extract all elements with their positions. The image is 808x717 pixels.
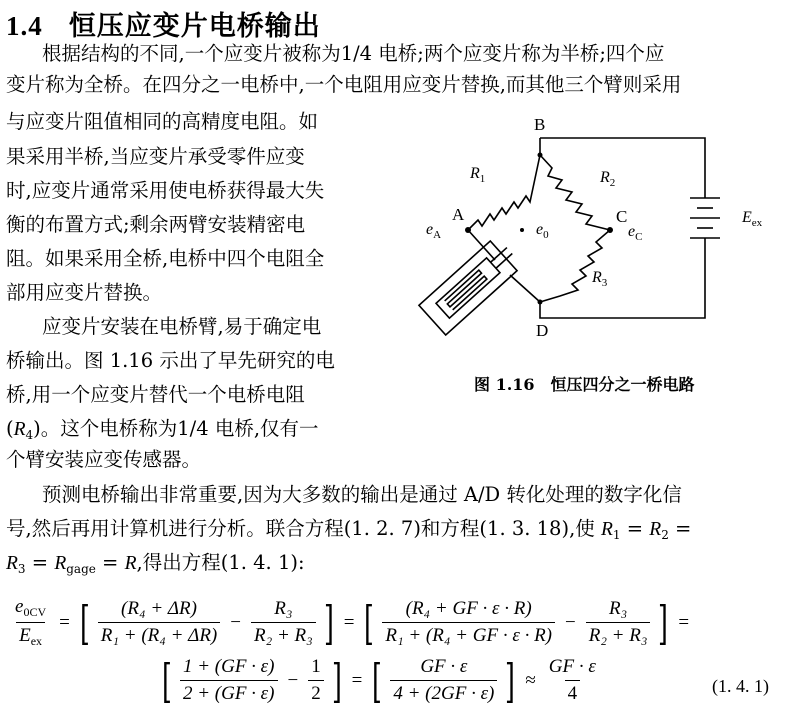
node-b-label: B — [534, 115, 546, 134]
para2-line4: $(R_4)$。这个电桥称为1/4 电桥,仅有一 — [6, 417, 319, 442]
wire-bottom — [540, 238, 705, 318]
para1-wrap-0: 与应变片阻值相同的高精度电阻。如 — [6, 110, 319, 133]
r2-label: $R_2$ — [600, 169, 616, 189]
eq-term3: $\frac{\text{(R₄ + GF · ε · R)}}{\text{R₁ + (R₄ + GF · ε · R)}}$ — [382, 598, 555, 647]
bridge-circuit-figure — [400, 110, 808, 400]
para3-line2: 号,然后再用计算机进行分析。联合方程(1. 2. 7)和方程(1. 3. 18),使 $R_1 = R_2$ = — [6, 517, 692, 542]
ea-label: $e_A$ — [426, 221, 442, 241]
equation-line2: [ $\frac{1 + (GF \cdot \varepsilon)}{2 + (GF \cdot \varepsilon)}$ − $\frac{1}{2}$ ] = [ $\frac{GF \cdot \varepsilon}{4 + (2GF \cdot \varepsilon)}$ ] ≈ $\frac{GF \cdot \varepsilon}{4}$ — [158, 656, 603, 705]
wire-d-gauge — [510, 275, 540, 302]
node-a-label: A — [452, 205, 465, 224]
eq-term7: $\frac{GF \cdot \varepsilon}{4 + (2GF \cdot \varepsilon)}$ — [390, 656, 497, 705]
r3-label: $R_3$ — [592, 269, 608, 289]
eq-term2: $\frac{\text{R₃}}{\text{R₂ + R₃}}$ — [251, 598, 316, 647]
wire-top — [540, 138, 705, 198]
resistor-r2 — [540, 155, 610, 230]
equation-line1: $\frac{e_{0CV}}{E_{ex}}$ = [ $\frac{\text{(R₄ + ΔR)}}{\text{R₁ + (R₄ + ΔR)}}$ − $\frac{\text{R₃}}{\text{R₂ + R₃}}$ ] = [ $\frac{\text{(R₄ + GF · ε · R)}}{\text{R₁ + (R₄ + GF · ε · R)}}$ − $\frac{\text{R₃}}{\text{R₂ + R₃}}$ ] = — [8, 596, 695, 649]
node-c-label: C — [616, 207, 628, 226]
figure-caption: 图 1.16 恒压四分之一桥电路 — [474, 375, 695, 394]
strain-gauge — [419, 236, 523, 335]
para3-line1: 预测电桥输出非常重要,因为大多数的输出是通过 A/D 转化处理的数字化信 — [42, 483, 682, 506]
eex-label: $E_{ex}$ — [742, 209, 763, 229]
e0-label: $e_0$ — [536, 221, 549, 241]
eq-term6: $\frac{1}{2}$ — [308, 656, 324, 705]
node-d-label: D — [536, 321, 549, 340]
para2-line2: 桥输出。图 1.16 示出了早先研究的电 — [6, 349, 335, 372]
section-number: 1.4 — [6, 11, 43, 41]
para1-wrap-5: 部用应变片替换。 — [6, 281, 163, 304]
eq-term1: $\frac{\text{(R₄ + ΔR)}}{\text{R₁ + (R₄ + ΔR)}}$ — [98, 598, 220, 647]
eq-term5: $\frac{1 + (GF \cdot \varepsilon)}{2 + (GF \cdot \varepsilon)}$ — [180, 656, 278, 705]
para1-wrap-3: 衡的布置方式;剩余两臂安装精密电 — [6, 213, 306, 236]
para2-line1: 应变片安装在电桥臂,易于确定电 — [42, 315, 322, 338]
section-heading — [6, 4, 321, 43]
para1-wrap-4: 阻。如果采用全桥,电桥中四个电阻全 — [6, 247, 325, 270]
r1-label: $R_1$ — [470, 165, 486, 185]
eq-term8: $\frac{GF \cdot \varepsilon}{4}$ — [548, 656, 596, 704]
para2-line3: 桥,用一个应变片替代一个电桥电阻 — [6, 383, 305, 406]
para1-line1: 根据结构的不同,一个应变片被称为1/4 电桥;两个应变片称为半桥;四个应 — [42, 42, 665, 65]
section-title: 恒压应变片电桥输出 — [68, 11, 321, 42]
para1-wrap-1: 果采用半桥,当应变片承受零件应变 — [6, 145, 305, 168]
para1-wrap-2: 时,应变片通常采用使电桥获得最大失 — [6, 179, 325, 202]
equation-number: (1. 4. 1) — [712, 676, 769, 696]
para3-line3: $R_3 = R_{gage} = R$,得出方程(1. 4. 1): — [6, 551, 305, 576]
para1-line2: 变片称为全桥。在四分之一电桥中,一个电阻用应变片替换,而其他三个臂则采用 — [6, 73, 682, 96]
wire-a-gauge — [468, 230, 495, 260]
ec-label: $e_C$ — [628, 223, 643, 243]
eq-lhs: $\frac{e_{0CV}}{E_{ex}}$ — [15, 596, 47, 648]
resistor-r3 — [540, 230, 610, 302]
eq-term4: $\frac{\text{R₃}}{\text{R₂ + R₃}}$ — [586, 598, 651, 647]
para2-line5: 个臂安装应变传感器。 — [6, 448, 202, 471]
